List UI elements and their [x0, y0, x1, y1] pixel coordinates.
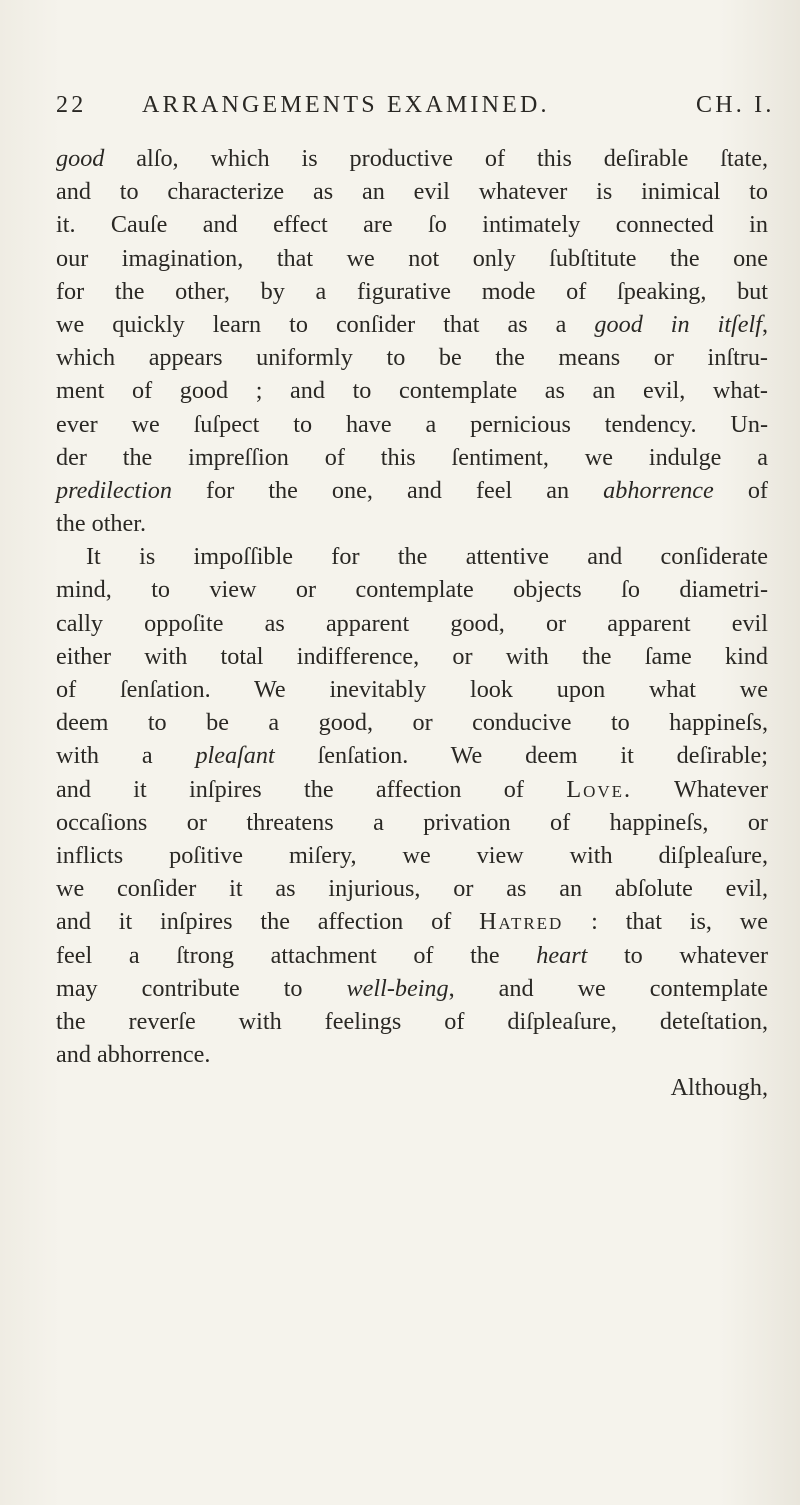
text-line: [56, 839, 768, 872]
text-run: the other.: [56, 510, 147, 538]
text-line: [56, 208, 768, 241]
body-text: [56, 142, 768, 1104]
text-line: [56, 374, 768, 407]
text-run: Although,: [670, 1074, 768, 1102]
text-line: [56, 408, 768, 441]
chapter-label: CH. I.: [696, 92, 775, 118]
text-line: [56, 540, 768, 573]
text-run: for the one, and feel an: [171, 476, 604, 504]
text-run: ,: [761, 310, 768, 338]
text-line: [56, 175, 768, 208]
text-run: we quickly learn to conſider that as a: [56, 310, 595, 338]
text-line: [56, 872, 768, 905]
text-run: we conſider it as injurious, or as an abſolute evil,: [56, 875, 768, 903]
text-run: mind, to view or contemplate objects ſo diametri-: [56, 576, 768, 604]
text-line: [56, 640, 768, 673]
text-run: , and we contemplate: [448, 974, 768, 1002]
italic-text: abhorrence: [603, 476, 714, 504]
text-line: [56, 507, 768, 540]
italic-text: well-being: [346, 974, 449, 1002]
text-run: the reverſe with feelings of diſpleaſure, deteſtation,: [56, 1007, 768, 1035]
text-run: and to characterize as an evil whatever is inimical to: [56, 178, 768, 206]
text-run: occaſions or threatens a privation of happineſs, or: [56, 808, 768, 836]
text-line: [56, 673, 768, 706]
text-run: der the impreſſion of this ſentiment, we indulge a: [56, 443, 768, 471]
small-caps-text: Love.: [566, 775, 633, 803]
text-line: [56, 806, 768, 839]
text-run: it. Cauſe and effect are ſo intimately connected in: [56, 211, 768, 239]
text-line: [56, 573, 768, 606]
text-line: [56, 607, 768, 640]
text-line: [56, 972, 768, 1005]
italic-text: predilection: [56, 476, 172, 504]
text-line: [56, 1038, 768, 1071]
text-line: [56, 1071, 768, 1104]
text-line: [56, 706, 768, 739]
text-line: [56, 939, 768, 972]
text-run: deem to be a good, or conducive to happineſs,: [56, 709, 768, 737]
text-run: It is impoſſible for the attentive and conſiderate: [86, 543, 768, 571]
text-line: [56, 474, 768, 507]
text-line: [56, 275, 768, 308]
text-run: inflicts poſitive miſery, we view with diſpleaſure,: [56, 841, 768, 869]
small-caps-text: Hatred: [479, 908, 564, 936]
text-run: our imagination, that we not only ſubſtitute the one: [56, 244, 768, 272]
text-line: [56, 308, 768, 341]
text-run: may contribute to: [56, 974, 347, 1002]
running-header: [56, 89, 775, 121]
text-run: Whatever: [632, 775, 769, 803]
text-line: [56, 242, 768, 275]
text-run: of: [713, 476, 768, 504]
text-run: and it inſpires the affection of: [56, 775, 567, 803]
text-line: [56, 341, 768, 374]
italic-text: good: [56, 145, 105, 172]
text-run: either with total indifference, or with the ſame kind: [56, 642, 768, 670]
text-line: [56, 441, 768, 474]
text-run: to whatever: [587, 941, 769, 969]
text-run: which appears uniformly to be the means or inſtru-: [56, 344, 768, 372]
text-line: [56, 142, 768, 175]
text-run: feel a ſtrong attachment of the: [56, 941, 537, 969]
text-run: and abhorrence.: [56, 1041, 211, 1069]
text-line: [56, 773, 768, 806]
italic-text: heart: [536, 941, 588, 969]
italic-text: good in itſelf: [594, 310, 762, 338]
text-run: cally oppoſite as apparent good, or apparent evil: [56, 609, 768, 637]
text-line: [56, 1005, 768, 1038]
italic-text: pleaſant: [195, 742, 275, 770]
text-run: ſenſation. We deem it deſirable;: [274, 742, 768, 770]
text-run: with a: [56, 742, 196, 770]
text-run: alſo, which is productive of this deſirable ſtate,: [104, 145, 768, 172]
page-number: 22: [56, 92, 87, 118]
text-run: ever we ſuſpect to have a pernicious tendency. Un-: [56, 410, 768, 438]
text-run: for the other, by a figurative mode of ſpeaking, but: [56, 277, 768, 305]
text-run: and it inſpires the affection of: [56, 908, 480, 936]
text-run: : that is, we: [563, 908, 769, 936]
text-run: of ſenſation. We inevitably look upon what we: [56, 676, 768, 703]
running-title: ARRANGEMENTS EXAMINED.: [142, 92, 550, 118]
text-line: [56, 905, 768, 938]
text-line: [56, 739, 768, 772]
text-run: ment of good ; and to contemplate as an evil, what-: [56, 377, 768, 405]
